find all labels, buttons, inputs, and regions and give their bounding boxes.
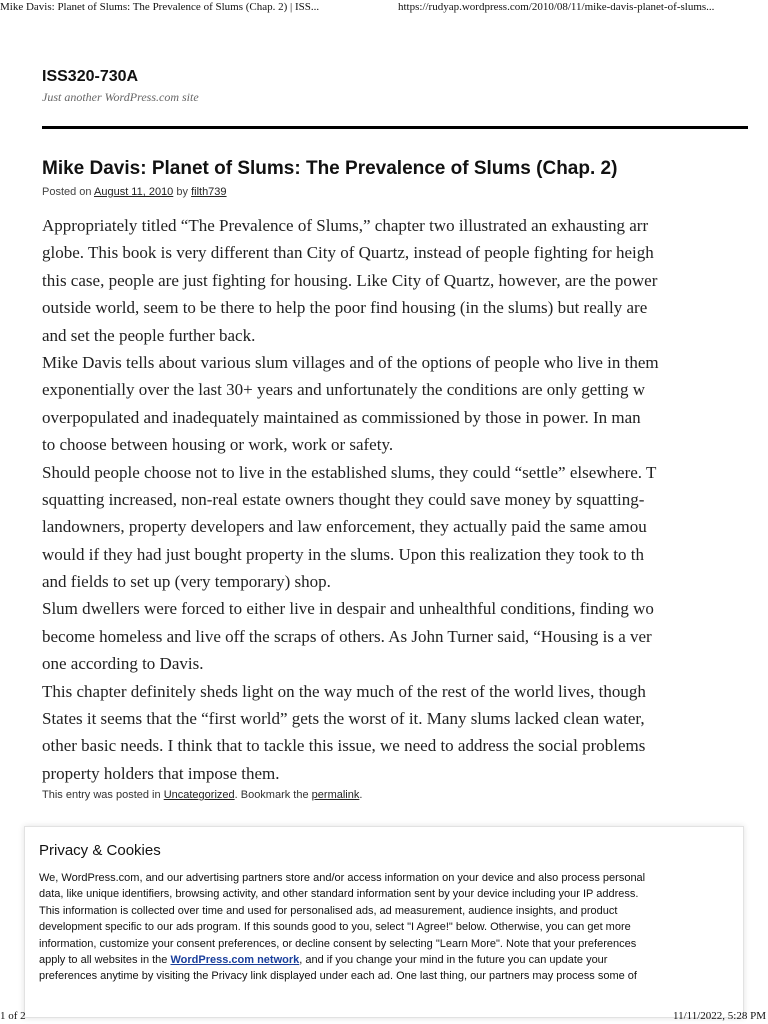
content-line: landowners, property developers and law enforcement, they actually paid the same amou	[42, 517, 647, 537]
by-label: by	[176, 186, 188, 198]
content-line: would if they had just bought property in the slums. Upon this realization they took to th	[42, 544, 645, 564]
print-footer	[0, 1010, 768, 1024]
content-line: to choose between housing or work, work or safety.	[42, 435, 394, 455]
cookie-text-line: preferences anytime by visiting the Privacy link displayed under each ad. One last thing, our partners may process some of	[39, 970, 637, 983]
posted-on-label: Posted on	[42, 186, 92, 198]
content-line: one according to Davis.	[42, 654, 204, 674]
content-line: Should people choose not to live in the established slums, they could “settle” elsewhere. T	[42, 462, 657, 482]
content-line: Mike Davis tells about various slum villages and of the options of people who live in them	[42, 352, 659, 372]
cookie-text-fragment: apply to all websites in the	[39, 953, 168, 966]
post-title: Mike Davis: Planet of Slums: The Prevalence of Slums (Chap. 2)	[42, 158, 618, 179]
content-line: this case, people are just fighting for housing. Like City of Quartz, however, are the power	[42, 270, 658, 290]
content-line: This chapter definitely sheds light on the way much of the rest of the world lives, though	[42, 681, 646, 701]
bookmark-label: . Bookmark the	[234, 789, 309, 801]
cookie-banner-title: Privacy & Cookies	[39, 842, 161, 859]
author-link[interactable]: filth739	[191, 186, 227, 198]
print-page-title: Mike Davis: Planet of Slums: The Prevalence of Slums (Chap. 2) | ISS...	[0, 1, 320, 13]
print-datetime: 11/11/2022, 5:28 PM	[672, 1010, 766, 1022]
content-line: globe. This book is very different than City of Quartz, instead of people fighting for heigh	[42, 243, 654, 263]
print-page-url: https://rudyap.wordpress.com/2010/08/11/mike-davis-planet-of-slums...	[398, 1, 715, 13]
content-line: other basic needs. I think that to tackle this issue, we need to address the social problems	[42, 736, 646, 756]
content-line: and set the people further back.	[42, 325, 256, 345]
post-meta	[42, 186, 227, 198]
print-header	[0, 0, 768, 16]
content-line: squatting increased, non-real estate owners thought they could save money by squatting-	[42, 489, 645, 509]
footer-period: .	[359, 789, 363, 801]
content-line: Slum dwellers were forced to either live in despair and unhealthful conditions, finding wo	[42, 599, 654, 619]
wordpress-network-link[interactable]: WordPress.com network	[170, 953, 300, 966]
cookie-text-line	[39, 952, 739, 968]
cookie-text-line: development specific to our ads program. If this sounds good to you, select "I Agree!" below. Otherwise, you can get more	[39, 921, 631, 934]
cookie-text-line: information, customize your consent preferences, or decline consent by selecting "Learn More". Note that your preferences	[39, 937, 637, 950]
print-page-number: 1 of 2	[0, 1010, 26, 1022]
content-line: become homeless and live off the scraps of others. As John Turner said, “Housing is a ver	[42, 626, 652, 646]
cookie-text-line: This information is collected over time and used for personalised ads, ad measurement, audience insights, and product	[39, 904, 618, 917]
permalink-link[interactable]: permalink	[311, 789, 360, 801]
content-line: overpopulated and inadequately maintained as commissioned by those in power. In man	[42, 407, 641, 427]
cookie-text-line: data, like unique identifiers, browsing activity, and other standard information sent by your device including your IP address.	[39, 888, 639, 901]
site-description: Just another WordPress.com site	[42, 90, 199, 104]
content-line: Appropriately titled “The Prevalence of Slums,” chapter two illustrated an exhausting arr	[42, 216, 649, 235]
content-line: property holders that impose them.	[42, 763, 280, 783]
cookie-text-line: We, WordPress.com, and our advertising partners store and/or access information on your device and also process personal	[39, 872, 646, 884]
site-title[interactable]: ISS320-730A	[42, 68, 139, 85]
cookie-text-fragment: , and if you change your mind in the future you can update your	[299, 953, 608, 966]
entry-footer	[42, 789, 362, 801]
header-divider	[42, 126, 748, 129]
post-date-link[interactable]: August 11, 2010	[94, 186, 174, 198]
entry-content	[42, 212, 768, 792]
content-line: outside world, seem to be there to help the poor find housing (in the slums) but really are	[42, 298, 648, 318]
category-link[interactable]: Uncategorized	[163, 789, 235, 801]
cookie-banner	[24, 826, 744, 1018]
content-line: States it seems that the “first world” gets the worst of it. Many slums lacked clean water,	[42, 709, 645, 729]
cookie-banner-text	[39, 870, 739, 985]
posted-in-label: This entry was posted in	[42, 789, 161, 801]
content-line: exponentially over the last 30+ years and unfortunately the conditions are only getting w	[42, 380, 646, 400]
content-line: and fields to set up (very temporary) shop.	[42, 572, 331, 592]
